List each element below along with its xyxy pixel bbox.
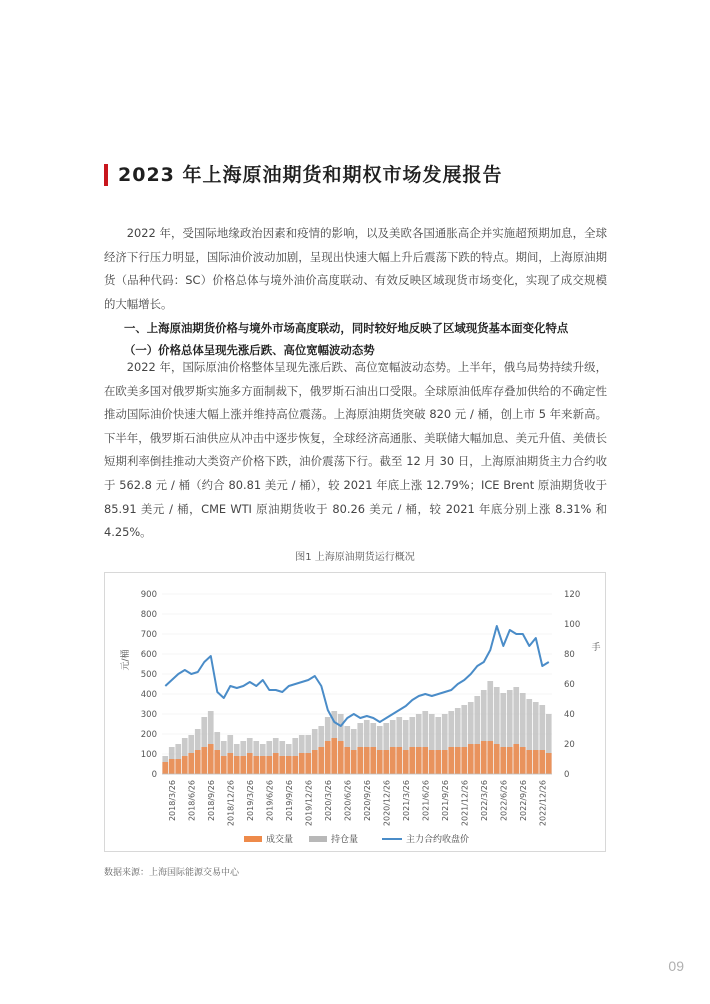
volume-bar	[377, 750, 383, 774]
volume-bar	[442, 750, 448, 774]
body-paragraph: 2022 年，国际原油价格整体呈现先涨后跌、高位宽幅波动态势。上半年，俄乌局势持续升级，在欧美多国对俄罗斯实施多方面制裁下，俄罗斯石油出口受限。全球原油低库存叠加供给的不确定性推动国际油价快速大幅上涨并维持高位震荡。上海原油期货突破 820 元 / 桶，创上市 5 年来新高。下半年，俄罗斯石油供应从冲击中逐步恢复，全球经济高通胀、美联储大幅加息、美元升值、美债长短期利率倒挂推动大类资产价格下跌，油价震荡下行。截至 12 月 30 日，上海原油期货主力合约收于 562.8 元 / 桶（约合 80.81 美元 / 桶），较 2021 年底上涨 12.79%；ICE Brent 原油期货收于 85.91 美元 / 桶，CME WTI 原油期货收于 80.26 美元 / 桶，较 2021 年底分别上涨 8.31% 和 4.25%。	[104, 360, 607, 540]
volume-bar	[390, 747, 396, 774]
volume-bar	[370, 747, 376, 774]
volume-bar	[325, 741, 331, 774]
x-tick-label: 2019/12/26	[304, 780, 314, 827]
volume-bar	[286, 756, 292, 774]
volume-bar	[364, 747, 370, 774]
x-tick-label: 2018/12/26	[226, 780, 236, 827]
volume-bar	[533, 750, 539, 774]
volume-bar	[253, 756, 259, 774]
volume-bar	[169, 759, 175, 774]
legend-swatch	[309, 836, 327, 842]
y-tick-label-left: 400	[140, 690, 157, 700]
volume-bar	[435, 750, 441, 774]
title-accent-bar	[104, 164, 108, 186]
volume-bar	[208, 744, 214, 774]
y-tick-label-left: 700	[140, 630, 157, 640]
legend-swatch	[244, 836, 262, 842]
volume-bar	[448, 747, 454, 774]
volume-bar	[292, 756, 298, 774]
x-tick-label: 2020/12/26	[382, 780, 392, 827]
volume-bar	[520, 747, 526, 774]
x-tick-label: 2021/12/26	[460, 780, 470, 827]
y-axis-label-right: 手	[591, 643, 601, 653]
volume-bar	[182, 756, 188, 774]
x-tick-label: 2022/3/26	[479, 780, 489, 822]
page-number: 09	[668, 958, 684, 974]
figure-title: 图1 上海原油期货运行概况	[295, 552, 415, 563]
volume-bar	[474, 744, 480, 774]
volume-bar	[357, 747, 363, 774]
subsection-heading: （一）价格总体呈现先涨后跌、高位宽幅波动态势	[124, 343, 375, 357]
volume-bar	[344, 747, 350, 774]
volume-bar	[318, 747, 324, 774]
volume-bar	[526, 750, 532, 774]
volume-bar	[481, 741, 487, 774]
y-tick-label-left: 500	[140, 670, 157, 680]
y-tick-label-right: 0	[564, 770, 570, 780]
x-tick-label: 2022/6/26	[499, 780, 509, 822]
data-source-note: 数据来源：上海国际能源交易中心	[104, 868, 240, 878]
volume-bar	[227, 753, 233, 774]
x-tick-label: 2019/3/26	[245, 780, 255, 822]
volume-bar	[175, 759, 181, 774]
volume-bar	[383, 750, 389, 774]
volume-bar	[468, 744, 474, 774]
y-tick-label-left: 900	[140, 590, 157, 600]
section-heading: 一、上海原油期货价格与境外市场高度联动，同时较好地反映了区域现货基本面变化特点	[124, 321, 569, 335]
y-tick-label-left: 100	[140, 750, 157, 760]
volume-bar	[507, 747, 513, 774]
x-tick-label: 2021/6/26	[421, 780, 431, 822]
volume-bar	[409, 747, 415, 774]
x-tick-label: 2022/9/26	[518, 780, 528, 822]
volume-bar	[461, 747, 467, 774]
x-tick-label: 2018/3/26	[167, 780, 177, 822]
volume-bar	[429, 750, 435, 774]
legend-label: 持仓量	[331, 835, 359, 845]
x-tick-label: 2019/9/26	[284, 780, 294, 822]
volume-bar	[513, 744, 519, 774]
volume-bar	[494, 744, 500, 774]
legend-label: 成交量	[266, 835, 294, 845]
page-title: 2023 年上海原油期货和期权市场发展报告	[118, 164, 503, 186]
volume-bar	[305, 753, 311, 774]
y-tick-label-left: 600	[140, 650, 157, 660]
x-tick-label: 2021/9/26	[440, 780, 450, 822]
volume-bar	[273, 753, 279, 774]
volume-bar	[546, 753, 552, 774]
y-axis-label-left: 元/桶	[121, 649, 131, 671]
volume-bar	[396, 747, 402, 774]
volume-bar	[188, 753, 194, 774]
volume-bar	[266, 756, 272, 774]
y-tick-label-left: 200	[140, 730, 157, 740]
x-tick-label: 2020/6/26	[343, 780, 353, 822]
volume-bar	[500, 747, 506, 774]
volume-bar	[338, 741, 344, 774]
volume-bar	[195, 750, 201, 774]
volume-bar	[455, 747, 461, 774]
y-tick-label-right: 20	[564, 740, 575, 750]
volume-bar	[331, 738, 337, 774]
x-tick-label: 2019/6/26	[265, 780, 275, 822]
volume-bar	[240, 756, 246, 774]
volume-bar	[247, 753, 253, 774]
x-tick-label: 2021/3/26	[401, 780, 411, 822]
volume-bar	[162, 762, 168, 774]
volume-bar	[416, 747, 422, 774]
volume-bar	[221, 756, 227, 774]
y-tick-label-right: 60	[564, 680, 575, 690]
y-tick-label-right: 80	[564, 650, 575, 660]
volume-bar	[539, 750, 545, 774]
volume-bar	[351, 750, 357, 774]
volume-bar	[201, 747, 207, 774]
volume-bar	[312, 750, 318, 774]
y-tick-label-right: 100	[564, 620, 581, 630]
intro-paragraph: 2022 年，受国际地缘政治因素和疫情的影响，以及美欧各国通胀高企并实施超预期加息，全球经济下行压力明显，国际油价波动加剧，呈现出快速大幅上升后震荡下跌的特点。期间，上海原油期货（品种代码：SC）价格总体与境外油价高度联动、有效反映区域现货市场变化，实现了成交规模的大幅增长。	[104, 226, 607, 311]
y-tick-label-left: 800	[140, 610, 157, 620]
y-tick-label-left: 300	[140, 710, 157, 720]
volume-bar	[234, 756, 240, 774]
price-volume-chart	[104, 572, 606, 852]
y-tick-label-right: 120	[564, 590, 581, 600]
x-tick-label: 2022/12/26	[538, 780, 548, 827]
volume-bar	[214, 750, 220, 774]
x-tick-label: 2018/9/26	[206, 780, 216, 822]
volume-bar	[279, 756, 285, 774]
volume-bar	[487, 741, 493, 774]
volume-bar	[403, 750, 409, 774]
volume-bar	[299, 753, 305, 774]
volume-bar	[260, 756, 266, 774]
legend-label: 主力合约收盘价	[406, 835, 470, 845]
volume-bar	[422, 747, 428, 774]
y-tick-label-left: 0	[151, 770, 157, 780]
x-tick-label: 2020/9/26	[362, 780, 372, 822]
x-tick-label: 2020/3/26	[323, 780, 333, 822]
y-tick-label-right: 40	[564, 710, 575, 720]
x-tick-label: 2018/6/26	[187, 780, 197, 822]
chart-legend	[244, 833, 469, 845]
